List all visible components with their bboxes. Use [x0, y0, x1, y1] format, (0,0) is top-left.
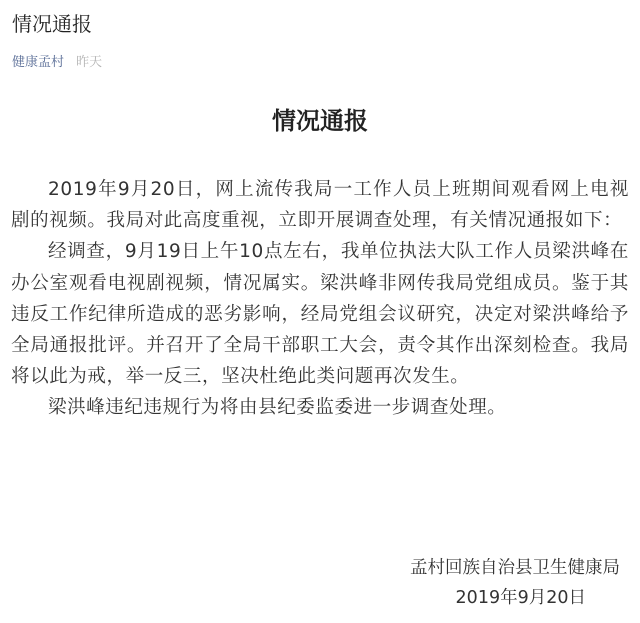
notice-paragraph: 2019年9月20日，网上流传我局一工作人员上班期间观看网上电视剧的视频。我局对此高度重视，立即开展调查处理，有关情况通报如下： [11, 179, 629, 232]
article-title: 情况通报 [12, 12, 92, 36]
article-meta [12, 54, 102, 72]
notice-paragraph: 经调查，9月19日上午10点左右，我单位执法大队工作人员梁洪峰在办公室观看电视剧视频，情况属实。梁洪峰非网传我局党组成员。鉴于其违反工作纪律所造成的恶劣影响，经局党组会议研究，决定对梁洪峰给予全局通报批评。并召开了全局干部职工大会，责令其作出深刻检查。我局将以此为戒，举一反三，坚决杜绝此类问题再次发生。 [11, 241, 629, 388]
signature-block [410, 553, 620, 613]
signature-date: 2019年9月20日 [455, 588, 586, 608]
signature-org: 孟村回族自治县卫生健康局 [410, 558, 620, 578]
notice-title: 情况通报 [272, 107, 368, 135]
account-name-link[interactable]: 健康孟村 [12, 55, 65, 70]
notice-paragraph: 梁洪峰违纪违规行为将由县纪委监委进一步调查处理。 [48, 397, 507, 419]
notice-body [11, 174, 629, 424]
article-header [12, 10, 102, 72]
publish-time: 昨天 [76, 55, 103, 70]
